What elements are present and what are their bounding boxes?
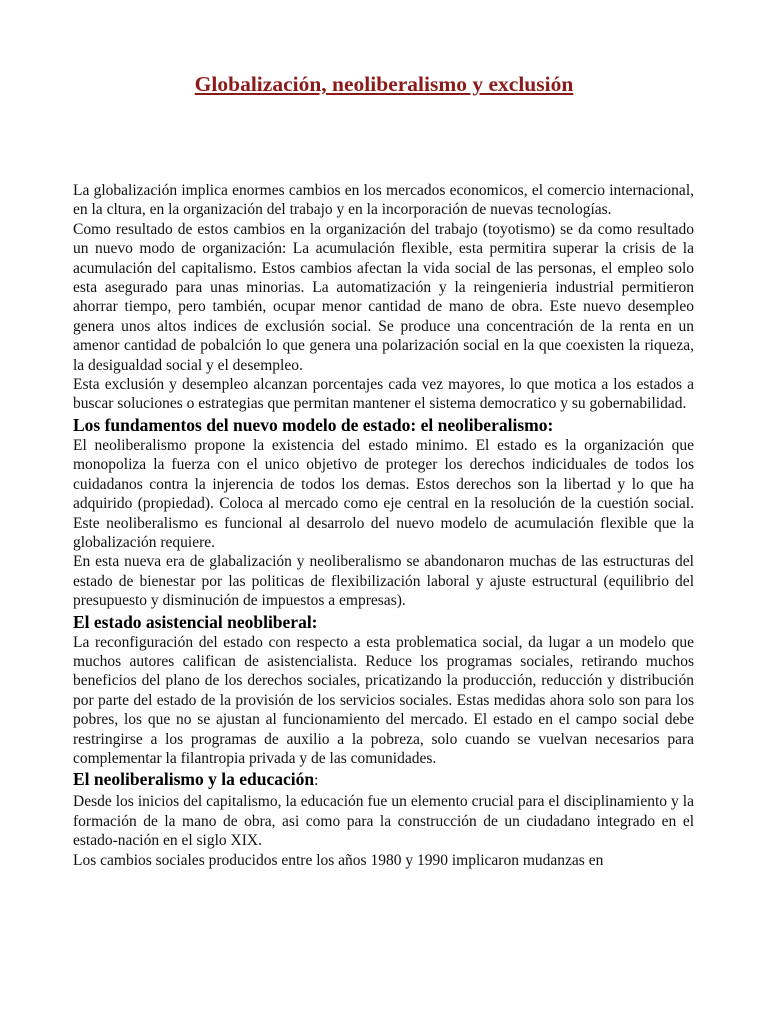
paragraph-reconfiguracion: La reconfiguración del estado con respecto a esta problematica social, da lugar a un modelo que muchos autores califican de asistencialista. Reduce los programas sociales, retirando muchos beneficios del plano de los derechos sociales, pricatizando la producción, reducción y distribución por parte del estado de la provisión de los servicios sociales. Estas medidas ahora solo son para los pobres, los que no se ajustan al funcionamiento del mercado. El estado en el campo social debe restringirse a los programas de auxilio a la pobreza, solo cuando se vuelvan necesarios para complementar la filantropia privada y de las comunidades. bbox=[73, 633, 694, 767]
heading-estado-asistencial: El estado asistencial neobliberal: bbox=[73, 611, 318, 632]
paragraph-nueva-era: En esta nueva era de glabalización y neoliberalismo se abandonaron muchas de las estructuras del estado de bienestar por las politicas de flexibilización laboral y ajuste estructural (equilibrio del presupuesto y disminución de impuestos a empresas). bbox=[73, 553, 694, 610]
heading-fundamentos: Los fundamentos del nuevo modelo de estado: el neoliberalismo: bbox=[73, 414, 554, 435]
document-title: Globalización, neoliberalismo y exclusión bbox=[194, 72, 574, 96]
heading-educacion-text: El neoliberalismo y la educación bbox=[73, 769, 315, 790]
paragraph-cambios-sociales: Los cambios sociales producidos entre los años 1980 y 1990 implicaron mudanzas en bbox=[73, 851, 604, 869]
heading-educacion-colon: : bbox=[314, 772, 319, 790]
paragraph-globalizacion: La globalización implica enormes cambios en los mercados economicos, el comercio internacional, en la cltura, en la organización del trabajo y en la incorporación de nuevas tecnologías. bbox=[73, 182, 694, 219]
paragraph-estado-minimo: El neoliberalismo propone la existencia del estado minimo. El estado es la organización que monopoliza la fuerza con el unico objetivo de proteger los derechos indiciduales de todos los cuidadanos contra la injerencia de todos los demas. Estos derechos son la libertad y lo que ha adquirido (propiedad). Coloca al mercado como eje central en la resolución de la cuestión social. Este neoliberalismo es funcional al desarrolo del nuevo modelo de acumulación flexible que la globalización requiere. bbox=[73, 436, 694, 551]
paragraph-exclusion: Esta exclusión y desempleo alcanzan porcentajes cada vez mayores, lo que motica a los estados a buscar soluciones o estrategias que permitan mantener el sistema democratico y su gobernabilidad. bbox=[73, 376, 694, 413]
heading-educacion bbox=[73, 768, 694, 792]
paragraph-acumulacion-flexible: Como resultado de estos cambios en la organización del trabajo (toyotismo) se da como resultado un nuevo modo de organización: La acumulación flexible, esta permitira superar la crisis de la acumulación del capitalismo. Estos cambios afectan la vida social de las personas, el empleo solo esta asegurado para unas minorias. La automatización y la reingenieria industrial permitieron ahorrar tiempo, pero también, ocupar menor cantidad de mano de obra. Este nuevo desempleo genera unos altos indices de exclusión social. Se produce una concentración de la renta en un amenor cantidad de pobalción lo que genera una polarización social en la que coexisten la riqueza, la desigualdad social y el desempleo. bbox=[73, 220, 694, 374]
paragraph-inicios-capitalismo: Desde los inicios del capitalismo, la educación fue un elemento crucial para el disciplinamiento y la formación de la mano de obra, asi como para la construcción de un ciudadano integrado en el estado-nación en el siglo XIX. bbox=[73, 793, 694, 850]
document-body bbox=[73, 181, 694, 870]
